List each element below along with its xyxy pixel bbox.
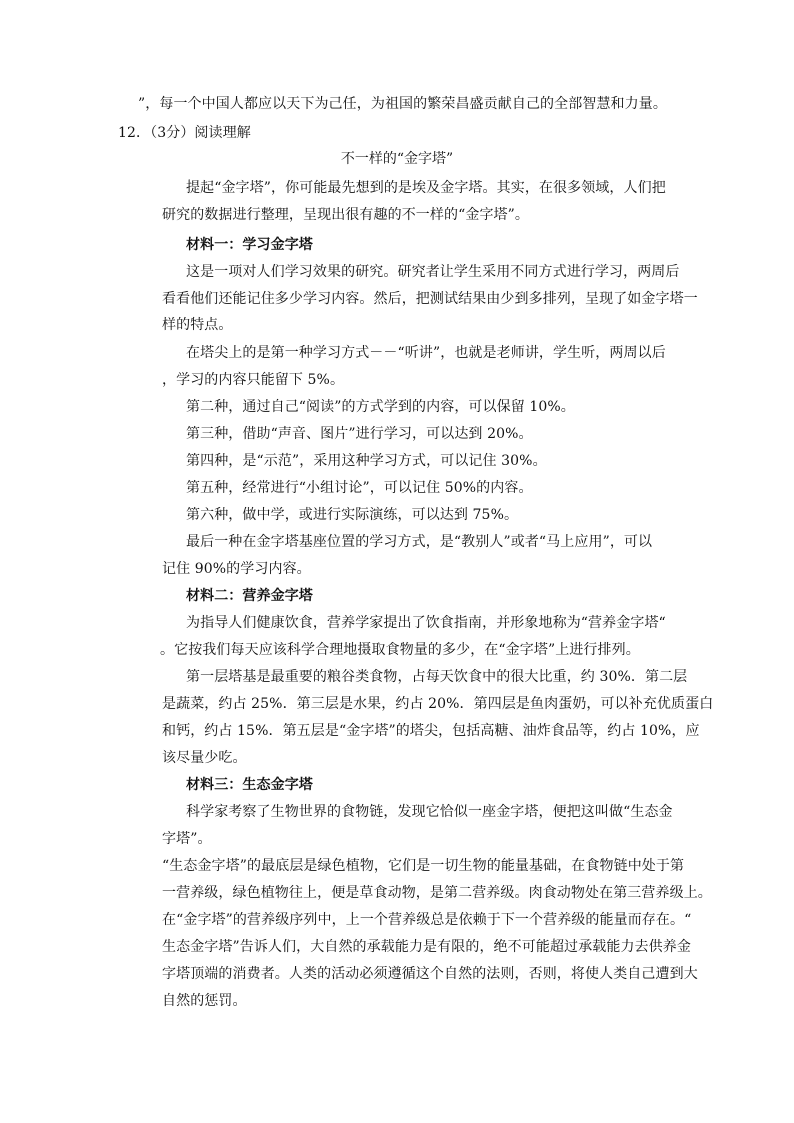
material3-line: 科学家考察了生物世界的食物链，发现它恰似一座金字塔，便把这叫做“生态金 (186, 804, 673, 820)
intro-line: 提起“金字塔”，你可能最先想到的是埃及金字塔。其实，在很多领域，人们把 (186, 180, 666, 196)
material2-line: 为指导人们健康饮食，营养学家提出了饮食指南，并形象地称为“营养金字塔“ (186, 615, 666, 631)
material1-line: 记住 90%的学习内容。 (162, 561, 311, 577)
material3-line: 自然的惩罚。 (162, 993, 247, 1009)
material3-line: “生态金字塔”的最底层是绿色植物，它们是一切生物的能量基础，在食物链中处于第 (162, 858, 685, 874)
material1-line: 第三种，借助“声音、图片”进行学习，可以达到 20%。 (186, 426, 533, 442)
material2-line: 该尽量少吃。 (162, 750, 247, 766)
material3-line: 生态金字塔”告诉人们，大自然的承载能力是有限的，绝不可能超过承载能力去供养金 (162, 939, 691, 955)
material1-line: 第二种，通过自己“阅读”的方式学到的内容，可以保留 10%。 (186, 399, 575, 415)
material2-line: 第一层塔基是最重要的粮谷类食物，占每天饮食中的很大比重，约 30%．第二层 (186, 669, 688, 685)
article-title: 不一样的“金字塔” (340, 151, 454, 167)
material2-heading: 材料二：营养金字塔 (186, 588, 313, 604)
material1-line: 看看他们还能记住多少学习内容。然后，把测试结果由少到多排列，呈现了如金字塔一 (162, 291, 698, 307)
material1-line: 第六种，做中学，或进行实际演练，可以达到 75%。 (186, 507, 519, 523)
material2-line: 和钙，约占 15%．第五层是“金字塔”的塔尖，包括高糖、油炸食品等，约占 10%，应 (162, 723, 700, 739)
material1-line: 在塔尖上的是第一种学习方式－－“听讲”，也就是老师讲，学生听，两周以后 (186, 345, 666, 361)
material2-line: 。它按我们每天应该科学合理地摄取食物量的多少，在“金字塔”上进行排列。 (160, 642, 640, 658)
material1-line: 样的特点。 (162, 317, 233, 333)
material1-line: ，学习的内容只能留下 5%。 (162, 372, 345, 388)
question-label: 12．（3分）阅读理解 (118, 125, 251, 141)
material3-line: 一营养级，绿色植物往上，便是草食动物，是第二营养级。肉食动物处在第三营养级上。 (162, 885, 712, 901)
material3-heading: 材料三：生态金字塔 (186, 777, 313, 793)
material1-line: 第五种，经常进行“小组讨论”，可以记住 50%的内容。 (186, 480, 533, 496)
material3-line: 字塔顶端的消费者。人类的活动必须遵循这个自然的法则，否则，将使人类自己遭到大 (162, 966, 698, 982)
material1-line: 这是一项对人们学习效果的研究。研究者让学生采用不同方式进行学习，两周后 (186, 264, 680, 280)
material3-line: 在“金字塔”的营养级序列中，上一个营养级总是依赖于下一个营养级的能量而存在。“ (162, 912, 692, 928)
material3-line: 字塔”。 (162, 831, 212, 847)
material1-line: 第四种，是“示范”，采用这种学习方式，可以记住 30%。 (186, 453, 547, 469)
material1-line: 最后一种在金字塔基座位置的学习方式，是“教别人”或者“马上应用”，可以 (186, 534, 653, 550)
material2-line: 是蔬菜，约占 25%．第三层是水果，约占 20%．第四层是鱼肉蛋奶，可以补充优质蛋白 (162, 696, 714, 712)
top-continuation-text: ”，每一个中国人都应以天下为己任，为祖国的繁荣昌盛贡献自己的全部智慧和力量。 (138, 96, 667, 112)
intro-line: 研究的数据进行整理，呈现出很有趣的不一样的“金字塔”。 (162, 207, 530, 223)
material1-heading: 材料一：学习金字塔 (186, 237, 313, 253)
